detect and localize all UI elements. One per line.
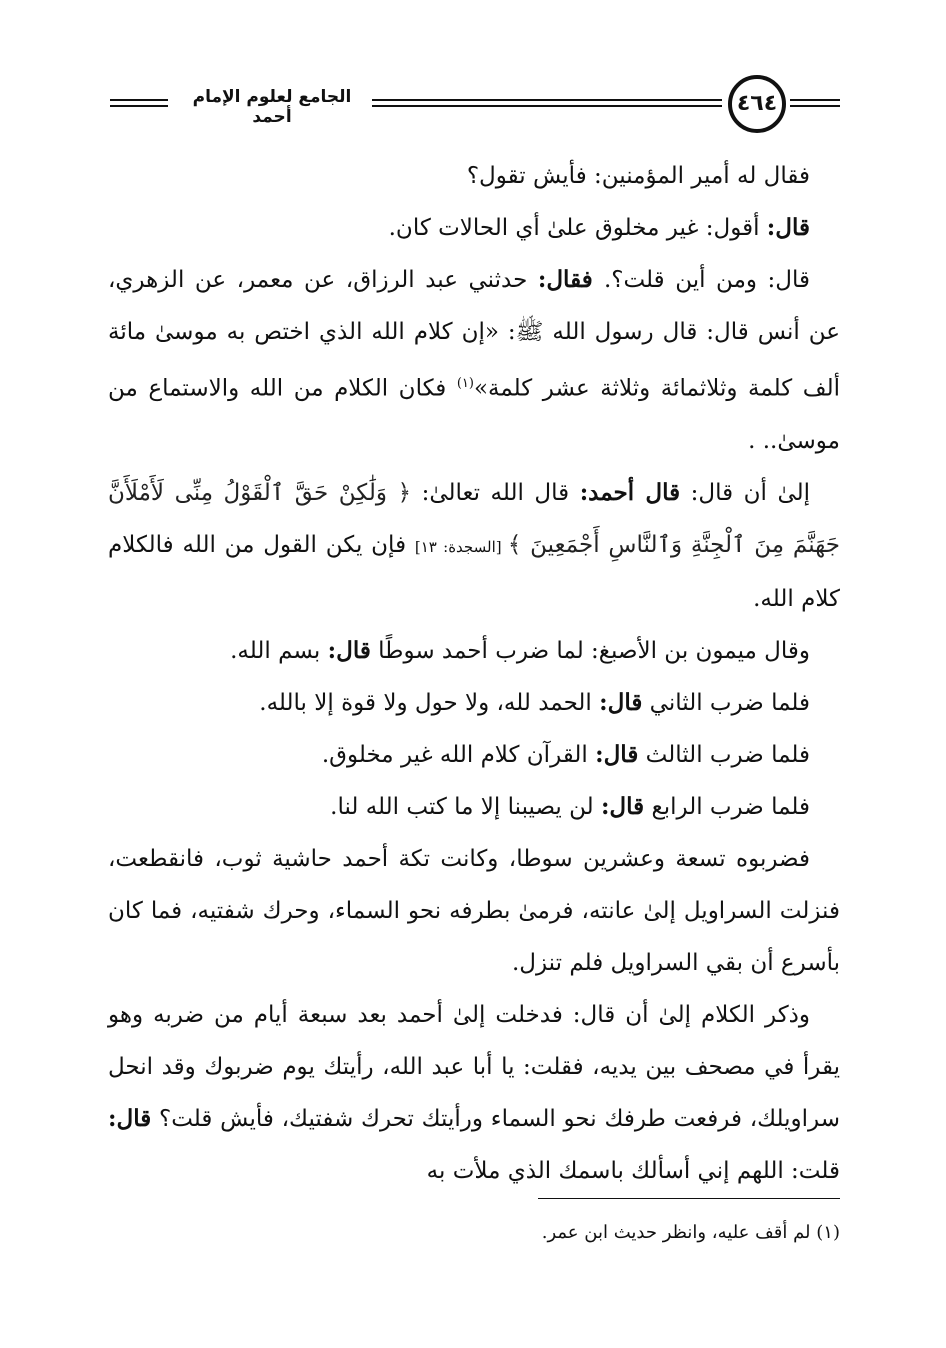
paragraph-8 (108, 781, 840, 833)
bold-span: قال: (327, 636, 371, 664)
running-title: الجامع لعلوم الإمام أحمد (192, 87, 352, 127)
text-span: فقال له أمير المؤمنين: فأيش تقول؟ (466, 163, 810, 189)
text-span: حدثني عبد الرزاق، عن معمر، عن الزهري، عن أنس قال: قال رسول الله ﷺ: «إن كلام الله الذي اختص به موسىٰ مائة ألف كلمة وثلاثمائة وثلاثة عشر كلمة» (108, 267, 840, 402)
paragraph-3 (108, 254, 840, 467)
paragraph-7 (108, 729, 840, 781)
header-rule-right (790, 99, 840, 109)
footnote-separator (538, 1198, 840, 1199)
text-span: قلت: اللهم إني أسألك باسمك الذي ملأت به (426, 1157, 840, 1184)
paragraph-4 (108, 467, 840, 625)
main-text (108, 150, 840, 1197)
text-span: فلما ضرب الثالث (638, 741, 810, 768)
paragraph-9 (108, 833, 840, 989)
verse-reference: [السجدة: ١٣] (414, 537, 508, 556)
bold-span: قال: (600, 792, 645, 820)
text-span: فإن يكن القول من الله فالكلام كلام الله. (108, 531, 840, 612)
paragraph-5 (108, 625, 840, 677)
text-span: إلىٰ أن قال: (680, 479, 811, 506)
paragraph-6 (108, 677, 840, 729)
text-span: أقول: غير مخلوق علىٰ أي الحالات كان. (388, 215, 767, 241)
paragraph-1 (108, 150, 840, 202)
page-header (110, 75, 840, 135)
bold-span: قال: (599, 688, 643, 716)
bold-span: فقال: (537, 266, 604, 293)
text-span: قال: ومن أين قلت؟. (603, 267, 811, 293)
page-number: ٤٦٤ (728, 75, 786, 133)
footnote: (١) لم أقف عليه، وانظر حديث ابن عمر. (541, 1222, 840, 1243)
bold-span: قال: (108, 1104, 152, 1132)
text-span: بسم الله. (230, 637, 328, 664)
text-span: وذكر الكلام إلىٰ أن قال: فدخلت إلىٰ أحمد بعد سبعة أيام من ضربه وهو يقرأ في مصحف بين يديه، فقلت: يا أبا عبد الله، رأيتك يوم ضربوك وقد انحل سراويلك، فرفعت طرفك نحو السماء ورأيتك تحرك شفتيك، فأيش قلت؟ (108, 1001, 840, 1132)
header-rule-left (110, 99, 168, 109)
text-span: فضربوه تسعة وعشرين سوطا، وكانت تكة أحمد حاشية ثوب، فانقطعت، فنزلت السراويل إلىٰ عانته، فرمىٰ بطرفه نحو السماء، وحرك شفتيه، فما كان بأسرع أن بقي السراويل فلم تنزل. (108, 845, 840, 976)
text-span: فكان الكلام من الله والاستماع من موسىٰ.. . (108, 375, 840, 454)
paragraph-10 (108, 989, 840, 1197)
text-span: وقال ميمون بن الأصبغ: لما ضرب أحمد سوطًا (370, 637, 810, 664)
text-span: قال الله تعالىٰ: (411, 479, 580, 506)
text-span: فلما ضرب الثاني (642, 689, 810, 716)
paragraph-2 (108, 202, 840, 254)
text-span: لن يصيبنا إلا ما كتب الله لنا. (330, 793, 601, 820)
text-span: فلما ضرب الرابع (644, 793, 810, 820)
bold-span: قال: (595, 740, 639, 768)
bold-span: قال: (766, 214, 810, 241)
footnote-marker: (١) (456, 376, 474, 391)
text-span: الحمد لله، ولا حول ولا قوة إلا بالله. (259, 689, 600, 716)
text-span: القرآن كلام الله غير مخلوق. (321, 741, 596, 768)
bold-span: قال أحمد: (579, 478, 681, 506)
header-rule-middle (372, 99, 722, 109)
quran-verse: ﴿ وَلَٰكِنْ حَقَّ ٱلْقَوْلُ مِنِّى لَأَمْلَأَنَّ جَهَنَّمَ مِنَ ٱلْجِنَّةِ وَٱلنَّاسِ أَجْمَعِينَ ﴾ (108, 479, 840, 558)
